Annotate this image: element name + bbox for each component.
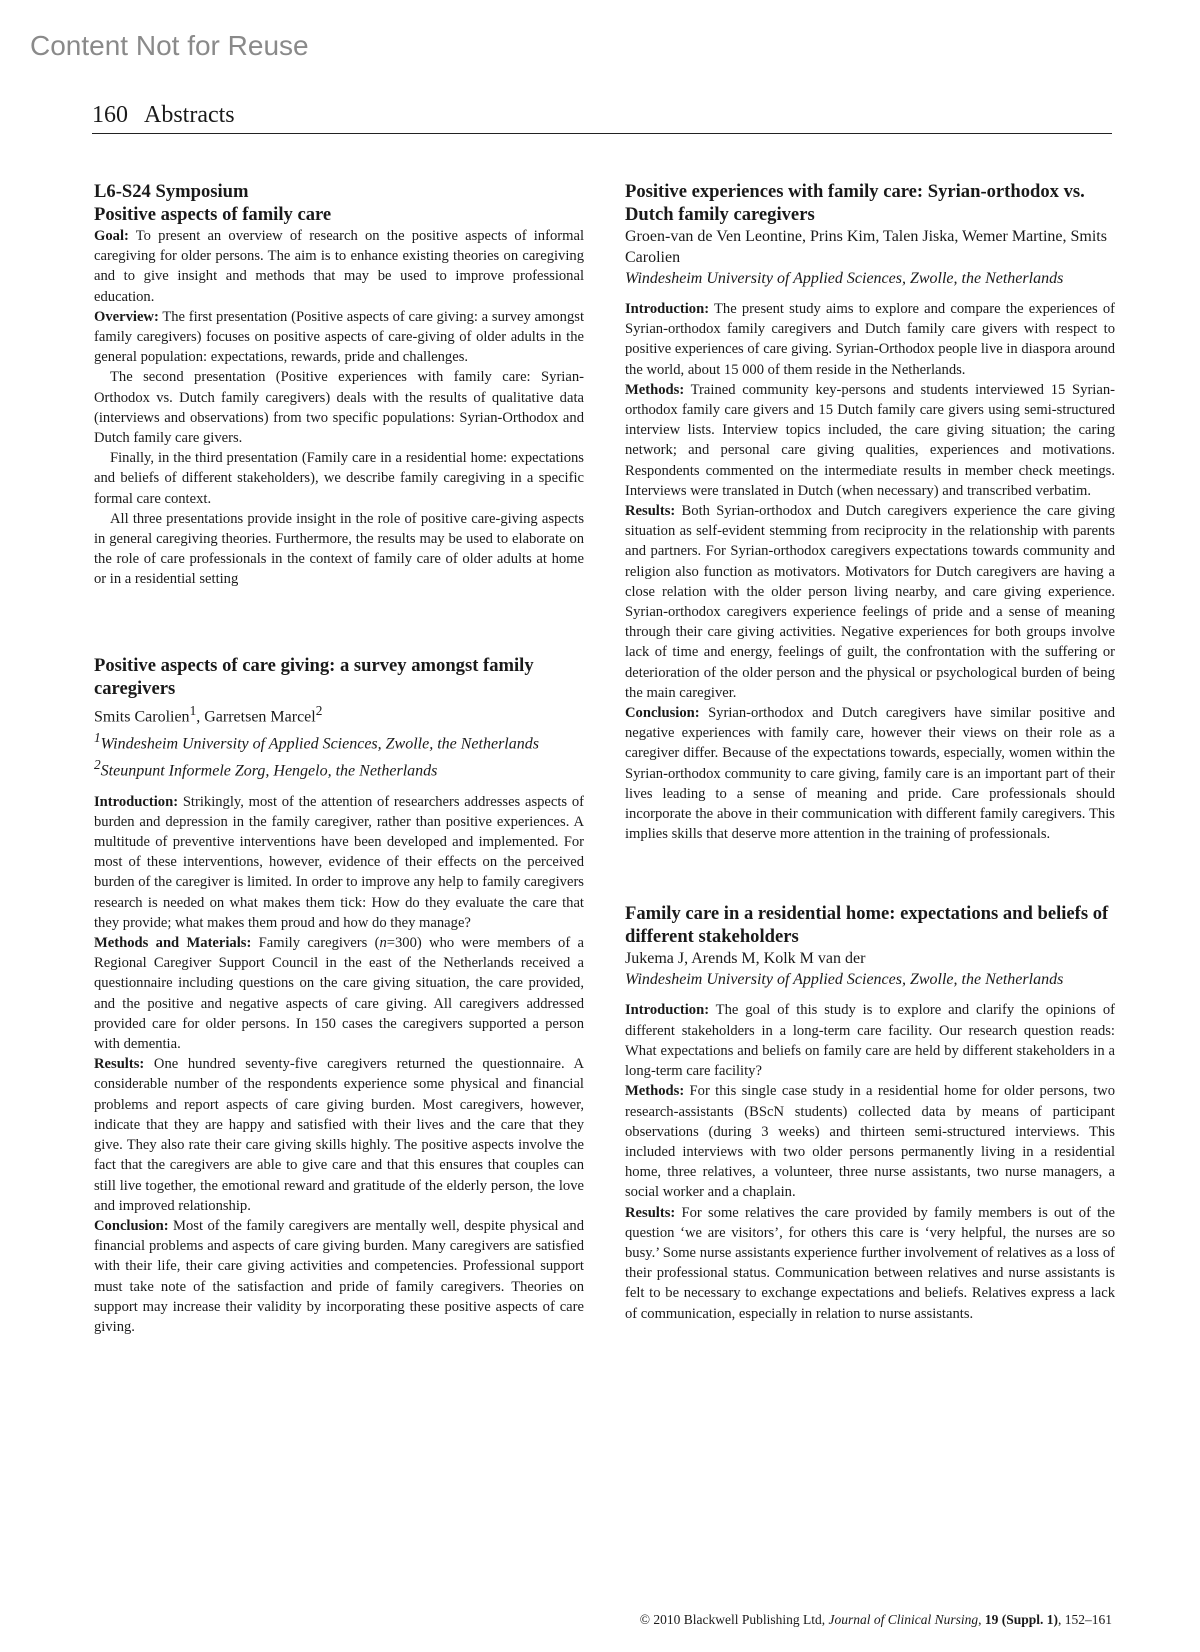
symposium-paragraph-3: Finally, in the third presentation (Family care in a residential home: expectations and beliefs of different stakeholders), we describe family caregiving in a specific formal care context.: [94, 450, 584, 507]
abstract-affiliation-2: $^2$Steunpunt Informele Zorg, Hengelo, the Netherlands: [94, 757, 438, 780]
abstract-title: Family care in a residential home: expectations and beliefs of different stakeholders: [625, 903, 1109, 948]
abstract-survey: [94, 654, 584, 1337]
overview-text: The first presentation (Positive aspects of care giving: a survey amongst family caregivers) focuses on positive aspects of care-giving of older adults in the general population: expectations, rewards, pride and challenges.: [94, 308, 584, 366]
abstract-title: Positive experiences with family care: Syrian-orthodox vs. Dutch family caregivers: [625, 181, 1085, 225]
introduction-paragraph: Introduction: The goal of this study is to explore and clarify the opinions of different stakeholders in a long-term care facility. Our research question reads: What expectations and beliefs on family care are held by different stakeholders in a long-term care facility?: [625, 1002, 1115, 1080]
left-column: [94, 180, 584, 1337]
results-paragraph: Results: Both Syrian-orthodox and Dutch caregivers experience the care giving situation as self-evident stemming from reciprocity in the relationship with parents and partners. For Syrian-orthodox caregivers expectations towards community and religion also function as motivators. Motivators for Dutch caregivers are having a close relation with the older person living nearby, and care giving experience. Syrian-orthodox caregivers experience feelings of pride and a sense of meaning through their care giving activities. Negative experiences for both groups involve lack of time and energy, feelings of guilt, the confrontation with the suffering or deterioration of the older person and the physical or psychological burden of being the main caregiver.: [625, 503, 1115, 701]
symposium-paragraph-2: The second presentation (Positive experiences with family care: Syrian-Orthodox vs. Dutch family caregivers) deals with the results of qualitative data (interviews and observations) from two specific populations: Syrian-Orthodox and Dutch family care givers.: [94, 369, 584, 447]
copyright-text: © 2010 Blackwell Publishing Ltd,: [639, 1612, 829, 1627]
methods-paragraph: Methods: For this single case study in a residential home for older persons, two research-assistants (BScN students) collected data by means of participant observations (during 3 weeks) and thirteen semi-structured interviews. This included interviews with two older persons permanently living in a residential home, three relatives, a volunteer, three nurse assistants, two nurse managers, a social worker and a chaplain.: [625, 1083, 1115, 1201]
conclusion-paragraph: Conclusion: Most of the family caregivers are mentally well, despite physical and financial problems and aspects of care giving burden. Many caregivers are satisfied with their life, their care giving activities and competencies. Professional support must take note of the satisfaction and pride of family caregivers. Theories on support may increase their validity by incorporating these positive aspects of care giving.: [94, 1217, 584, 1335]
symposium-title: Positive aspects of family care: [94, 204, 332, 225]
watermark: Content Not for Reuse: [30, 30, 309, 61]
methods-paragraph: Methods: Trained community key-persons and students interviewed 15 Syrian-orthodox family care givers and 15 Dutch family care givers using semi-structured interview lists. Interview topics included, the care giving situation; the caring network; and personal care giving qualities, experiences and motivations. Respondents commented on the intermediate results in member check meetings. Interviews were translated in Dutch (when necessary) and transcribed verbatim.: [625, 381, 1115, 499]
symposium-abstract: [94, 180, 584, 590]
abstract-title: Positive aspects of care giving: a survey amongst family caregivers: [94, 654, 534, 699]
abstract-affiliation: Windesheim University of Applied Sciences, Zwolle, the Netherlands: [625, 971, 1064, 989]
running-header: [92, 102, 1112, 134]
abstract-affiliation-1: $^1$Windesheim University of Applied Sciences, Zwolle, the Netherlands: [94, 729, 539, 753]
goal-label: Goal:: [94, 228, 129, 244]
conclusion-paragraph: Conclusion: Syrian-orthodox and Dutch caregivers have similar positive and negative experiences with family care, however their views on their role as a caregiver differ. Because of the expectations towards, especially, women within the Syrian-orthodox community to care giving, family care is an important part of their lives leading to a sense of meaning and pride. Care professionals should incorporate the above in their communication with different family caregivers. This implies skills that deserve more attention in the training of professionals.: [625, 705, 1115, 843]
abstract-syrian-dutch: [625, 180, 1115, 844]
goal-paragraph: [94, 226, 584, 307]
journal-name: Journal of Clinical Nursing: [828, 1612, 979, 1627]
introduction-paragraph: Introduction: The present study aims to explore and compare the experiences of Syrian-orthodox family caregivers and Dutch family care givers with respect to positive experiences of care giving. Syrian-Orthodox people live in diaspora around the world, about 15 000 of them reside in the Netherlands.: [625, 301, 1115, 378]
abstract-authors: Jukema J, Arends M, Kolk M van der: [625, 950, 866, 968]
results-paragraph: Results: For some relatives the care provided by family members is out of the question ‘we are visitors’, for others this care is ‘very helpful, the nurses are so busy.’ Some nurse assistants experience further involvement of relatives as a loss of their professional status. Communication between relatives and nurse assistants is felt to be necessary to exchange expectations and beliefs. Relatives express a lack of communication, especially in relation to nurse assistants.: [625, 1204, 1115, 1322]
overview-paragraph: [94, 307, 584, 368]
journal-pages: , 152–161: [1058, 1612, 1112, 1627]
abstract-authors: Smits Carolien$^1$, Garretsen Marcel$^2$: [94, 702, 323, 725]
page-footer: © 2010 Blackwell Publishing Ltd, Journal of Clinical Nursing, 19 (Suppl. 1), 152–161: [639, 1612, 1112, 1627]
symposium-code: L6-S24 Symposium: [94, 181, 249, 202]
right-column: [625, 180, 1115, 1324]
abstract-residential-home: [625, 902, 1115, 1323]
overview-label: Overview:: [94, 308, 159, 325]
journal-volume: 19: [984, 1612, 999, 1627]
page-number: 160: [92, 102, 128, 128]
section-title: Abstracts: [144, 102, 235, 128]
goal-text: To present an overview of research on the positive aspects of informal caregiving for older persons. The aim is to enhance existing theories on caregiving and to give insight and methods that may be used to improve professional education.: [94, 228, 584, 305]
methods-paragraph: Methods and Materials: Family caregivers (n=300) who were members of a Regional Caregiver Support Council in the east of the Netherlands received a questionnaire including questions on the care giving situation, the care provided, and the positive and negative aspects of care giving. All caregivers addressed provided care for older persons. In 150 cases the caregivers supported a person with dementia.: [94, 935, 584, 1053]
results-paragraph: Results: One hundred seventy-five caregivers returned the questionnaire. A considerable number of the respondents experience some physical and financial problems and report aspects of care giving burden. Most caregivers, however, indicate that they are happy and satisfied with their lives and the care that they give. They also rate their care giving skills highly. The positive aspects involve the fact that the caregivers are able to give care and that this ensures that couples can still live together, the emotional reward and gratitude of the elderly person, the love and improved relationship.: [94, 1056, 584, 1214]
abstract-authors: Groen-van de Ven Leontine, Prins Kim, Talen Jiska, Wemer Martine, Smits Carolien: [625, 228, 1107, 266]
introduction-paragraph: Introduction: Strikingly, most of the attention of researchers addresses aspects of burden and depression in the family caregiver, rather than positive experiences. A multitude of preventive interventions have been developed and implemented. For most of these interventions, however, evidence of their effects on the perceived burden of the caregiver is limited. In order to improve any help to family caregivers research is needed on what makes them tick: How do they evaluate the care that they provide; what makes them proud and how do they manage?: [94, 793, 584, 931]
abstract-affiliation: Windesheim University of Applied Sciences, Zwolle, the Netherlands: [625, 270, 1064, 287]
journal-supplement: (Suppl. 1): [998, 1612, 1058, 1627]
symposium-paragraph-4: All three presentations provide insight in the role of positive care-giving aspects in general caregiving theories. Furthermore, the results may be used to elaborate on the role of care professionals in the context of family care of older adults at home or in a residential setting: [94, 510, 584, 588]
